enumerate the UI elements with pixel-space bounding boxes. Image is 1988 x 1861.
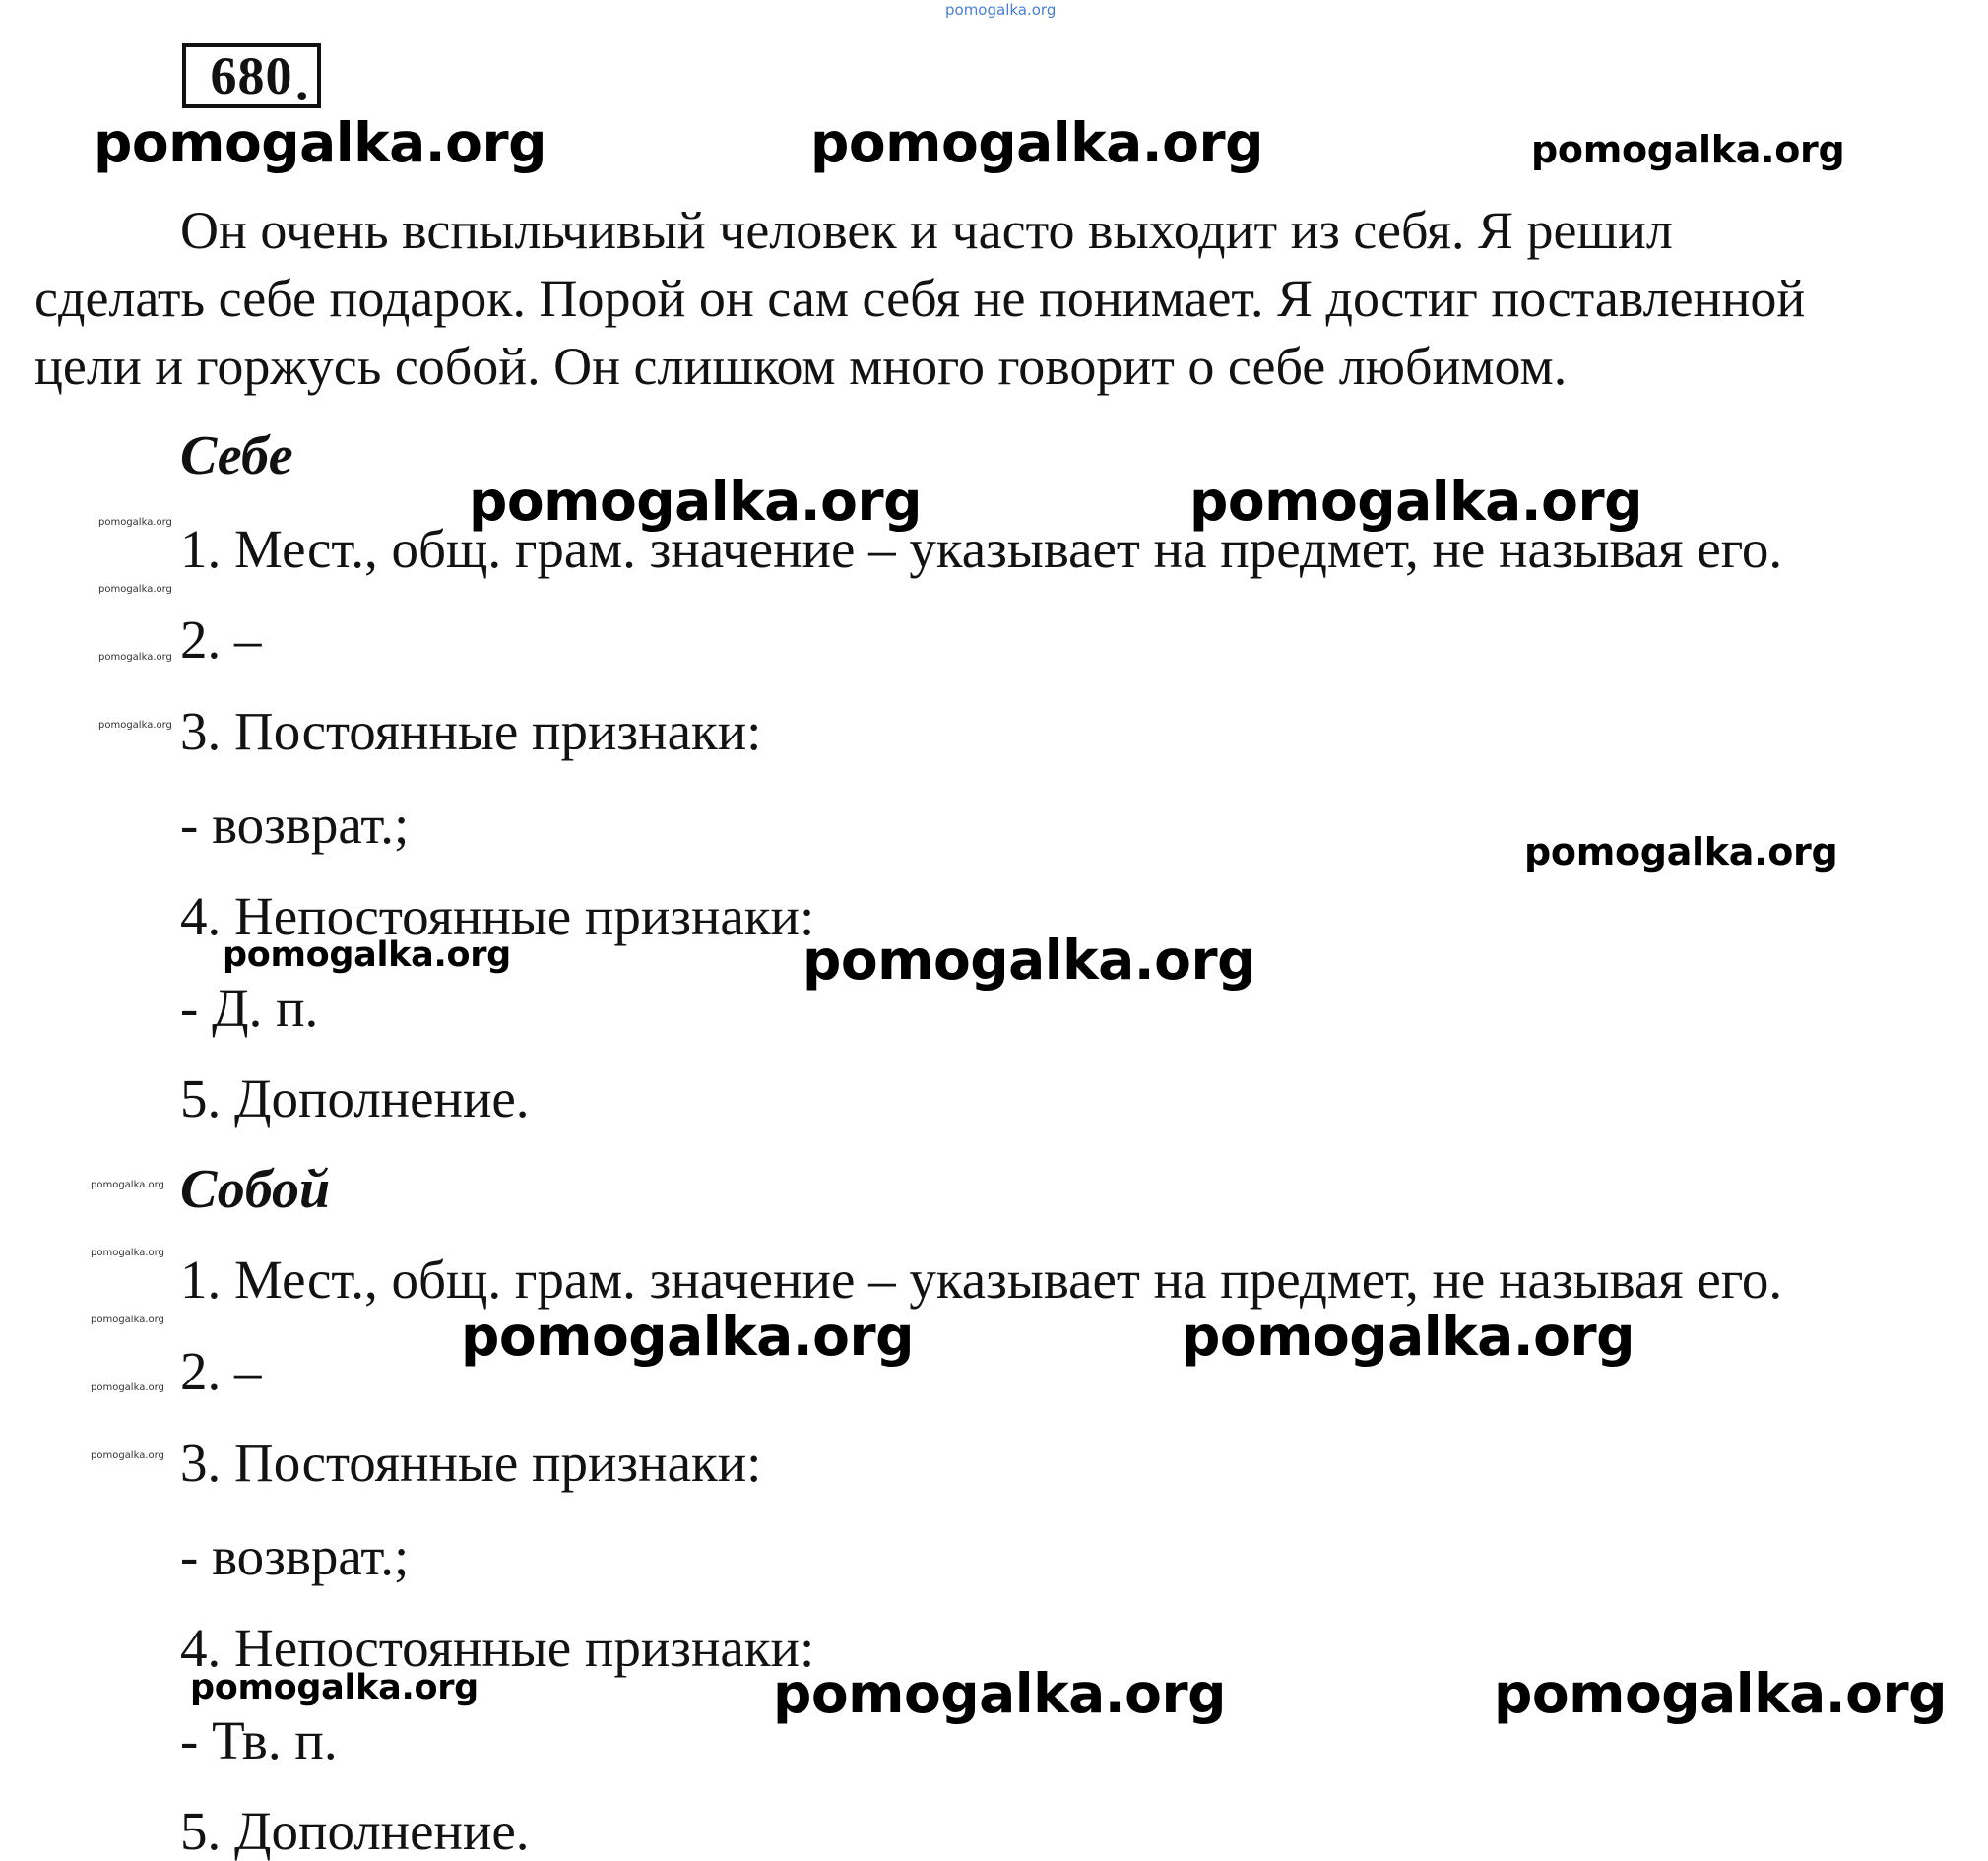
watermark: pomogalka.org (810, 111, 1263, 174)
watermark-small: pomogalka.org (91, 1248, 164, 1258)
watermark: pomogalka.org (469, 470, 922, 533)
watermark: pomogalka.org (223, 935, 511, 975)
section-item: - Тв. п. (180, 1710, 338, 1770)
section-heading: Себе (180, 425, 293, 486)
watermark-small: pomogalka.org (91, 1450, 164, 1461)
section-item: 5. Дополнение. (180, 1068, 530, 1128)
watermark: pomogalka.org (94, 111, 546, 174)
watermark-small: pomogalka.org (98, 584, 172, 595)
watermark: pomogalka.org (1531, 128, 1845, 171)
section-item: 4. Непостоянные признаки: (180, 1618, 815, 1678)
watermark: pomogalka.org (1189, 470, 1642, 533)
paragraph-line: цели и горжусь собой. Он слишком много говорит о себе любимом. (34, 337, 1568, 396)
section-item: 4. Непостоянные признаки: (180, 886, 815, 946)
watermark-small: pomogalka.org (98, 517, 172, 528)
section-item: 2. – (180, 1341, 262, 1401)
section-item: - возврат.; (180, 1526, 410, 1586)
watermark-top: pomogalka.org (945, 1, 1057, 19)
section-item: 5. Дополнение. (180, 1801, 530, 1861)
section-item: - возврат.; (180, 795, 410, 855)
watermark: pomogalka.org (461, 1305, 914, 1368)
section-item: - Д. п. (180, 978, 319, 1038)
section-item: 3. Постоянные признаки: (180, 701, 762, 761)
watermark-small: pomogalka.org (98, 720, 172, 731)
section-item: 2. – (180, 610, 262, 670)
watermark: pomogalka.org (190, 1668, 479, 1707)
watermark-small: pomogalka.org (98, 652, 172, 663)
watermark: pomogalka.org (802, 929, 1255, 992)
task-number: 680 (182, 43, 321, 108)
paragraph-line: сделать себе подарок. Порой он сам себя не понимает. Я достиг поставленной (34, 269, 1806, 328)
section-item: 3. Постоянные признаки: (180, 1433, 762, 1493)
section-item: 1. Мест., общ. грам. значение – указывает на предмет, не называя его. (180, 1250, 1783, 1310)
section-heading: Собой (180, 1159, 331, 1220)
watermark: pomogalka.org (1524, 830, 1838, 873)
paragraph-line: Он очень вспыльчивый человек и часто выходит из себя. Я решил (180, 201, 1673, 260)
watermark-small: pomogalka.org (91, 1382, 164, 1393)
watermark: pomogalka.org (773, 1662, 1226, 1725)
watermark-small: pomogalka.org (91, 1315, 164, 1325)
watermark: pomogalka.org (1182, 1305, 1635, 1368)
task-number-dot: . (295, 52, 309, 111)
section-item: 1. Мест., общ. грам. значение – указывает на предмет, не называя его. (180, 519, 1783, 579)
watermark: pomogalka.org (1494, 1662, 1947, 1725)
watermark-small: pomogalka.org (91, 1180, 164, 1190)
